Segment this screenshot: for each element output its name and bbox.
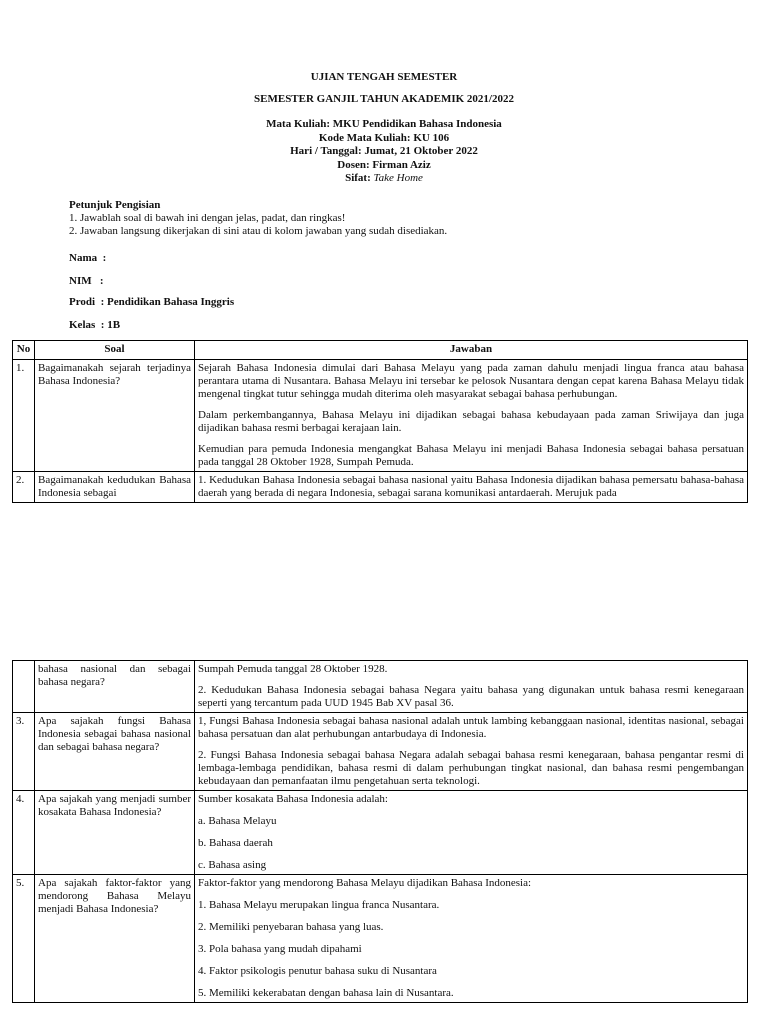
answer-paragraph: 2. Memiliki penyebaran bahasa yang luas.	[198, 921, 384, 933]
question-cell: Bagaimanakah kedudukan Bahasa Indonesia sebagai	[35, 472, 195, 503]
table-header-row	[13, 341, 748, 360]
header-jawaban: Jawaban	[195, 341, 748, 360]
answer-paragraph: Sumpah Pemuda tanggal 28 Oktober 1928.	[198, 663, 388, 675]
table-row	[13, 360, 748, 472]
answer-paragraph: 3. Pola bahasa yang mudah dipahami	[198, 943, 362, 955]
field-nim[interactable]: NIM :	[69, 275, 104, 287]
answer-cell[interactable]	[195, 360, 748, 472]
header-no: No	[13, 341, 35, 360]
table-row	[13, 661, 748, 713]
lecturer: Dosen: Firman Aziz	[337, 158, 431, 171]
answer-paragraph: 2. Kedudukan Bahasa Indonesia sebagai bahasa Negara yaitu bahasa yang digunakan untuk bahasa resmi kenegaraan seperti yang tercantum pada UUD 1945 Bab XV pasal 36.	[198, 684, 744, 709]
answer-paragraph: Dalam perkembangannya, Bahasa Melayu ini dijadikan sebagai bahasa kebudayaan pada zaman Sriwijaya dan juga dijadikan bahasa resmi berbagai kerajaan lain.	[198, 409, 744, 434]
answer-paragraph: 4. Faktor psikologis penutur bahasa suku di Nusantara	[198, 965, 437, 977]
answer-paragraph: 5. Memiliki kekerabatan dengan bahasa lain di Nusantara.	[198, 987, 454, 999]
instruction-item: 1. Jawablah soal di bawah ini dengan jelas, padat, dan ringkas!	[69, 212, 346, 224]
question-cell: bahasa nasional dan sebagai bahasa negara?	[35, 661, 195, 713]
table-body-bottom	[13, 661, 748, 1003]
answer-paragraph: 1. Bahasa Melayu merupakan lingua franca Nusantara.	[198, 899, 440, 911]
course-name: Mata Kuliah: MKU Pendidikan Bahasa Indonesia	[266, 118, 502, 130]
answer-cell[interactable]	[195, 661, 748, 713]
instructions-title: Petunjuk Pengisian	[69, 199, 161, 211]
exam-subtitle: SEMESTER GANJIL TAHUN AKADEMIK 2021/2022	[254, 93, 514, 105]
table-row	[13, 875, 748, 1003]
exam-nature: Sifat: Take Home	[345, 172, 423, 184]
question-cell: Apa sajakah yang menjadi sumber kosakata Bahasa Indonesia?	[35, 791, 195, 875]
instructions	[69, 199, 447, 238]
answer-paragraph: 2. Fungsi Bahasa Indonesia sebagai bahasa Negara adalah sebagai bahasa resmi kenegaraan, bahasa pengantar resmi di lembaga-lembaga pendidikan, bahasa resmi di dalam perhubungan tingkat nasional, dan bahasa resmi pengembangan kebudayaan dan pemanfaatan ilmu pengetahuan serta teknologi.	[198, 749, 744, 787]
field-prodi: Prodi : Pendidikan Bahasa Inggris	[69, 296, 235, 308]
answer-paragraph: a. Bahasa Melayu	[198, 815, 277, 827]
table-row	[13, 713, 748, 791]
question-cell: Apa sajakah fungsi Bahasa Indonesia sebagai bahasa nasional dan sebagai bahasa negara?	[35, 713, 195, 791]
table-row	[13, 472, 748, 503]
exam-date: Hari / Tanggal: Jumat, 21 Oktober 2022	[290, 145, 478, 157]
answer-paragraph: b. Bahasa daerah	[198, 837, 273, 849]
row-number: 2.	[13, 472, 35, 503]
answer-paragraph: Sumber kosakata Bahasa Indonesia adalah:	[198, 793, 388, 805]
answer-cell[interactable]	[195, 472, 748, 503]
answer-paragraph: c. Bahasa asing	[198, 859, 267, 871]
instruction-item: 2. Jawaban langsung dikerjakan di sini atau di kolom jawaban yang sudah disediakan.	[69, 225, 448, 237]
exam-meta	[0, 118, 768, 186]
header-soal: Soal	[35, 341, 195, 360]
table-row	[13, 791, 748, 875]
answer-paragraph: 1, Fungsi Bahasa Indonesia sebagai bahasa nasional adalah untuk lambing kebanggaan nasional, identitas nasional, sebagai bahasa persatuan dan alat perhubungan antarbudaya di Indonesia.	[198, 715, 744, 740]
qa-table-bottom	[12, 660, 748, 1003]
row-number: 1.	[13, 360, 35, 472]
row-number	[13, 661, 35, 713]
answer-paragraph: Faktor-faktor yang mendorong Bahasa Melayu dijadikan Bahasa Indonesia:	[198, 877, 532, 889]
field-kelas: Kelas : 1B	[69, 319, 121, 331]
question-cell: Apa sajakah faktor-faktor yang mendorong Bahasa Melayu menjadi Bahasa Indonesia?	[35, 875, 195, 1003]
question-cell: Bagaimanakah sejarah terjadinya Bahasa Indonesia?	[35, 360, 195, 472]
exam-title: UJIAN TENGAH SEMESTER	[310, 71, 458, 83]
table-body-top	[13, 360, 748, 503]
page-gap	[0, 520, 768, 660]
row-number: 3.	[13, 713, 35, 791]
answer-cell[interactable]	[195, 713, 748, 791]
answer-cell[interactable]	[195, 791, 748, 875]
field-nama[interactable]: Nama :	[69, 252, 107, 264]
course-code: Kode Mata Kuliah: KU 106	[318, 131, 450, 144]
page-two	[0, 660, 768, 1024]
answer-paragraph: Sejarah Bahasa Indonesia dimulai dari Bahasa Melayu yang pada zaman dahulu menjadi lingua franca atau bahasa perantara utama di Nusantara. Bahasa Melayu ini tersebar ke pelosok Nusantara dengan cepat karena Bahasa Melayu tidak mengenal tingkat tutur sehingga mudah diterima oleh masyarakat sebagai bahasa perhubungan.	[198, 362, 744, 400]
answer-cell[interactable]	[195, 875, 748, 1003]
qa-table-top	[12, 340, 748, 503]
answer-paragraph: Kemudian para pemuda Indonesia mengangkat Bahasa Melayu ini menjadi Bahasa Indonesia sebagai bahasa persatuan pada tanggal 28 Oktober 1928, Sumpah Pemuda.	[198, 443, 744, 468]
row-number: 4.	[13, 791, 35, 875]
answer-paragraph: 1. Kedudukan Bahasa Indonesia sebagai bahasa nasional yaitu Bahasa Indonesia dijadikan bahasa pemersatu bahasa-bahasa daerah yang berada di negara Indonesia, sebagai sarana komunikasi antardaerah. Merujuk pada	[198, 474, 744, 499]
row-number: 5.	[13, 875, 35, 1003]
